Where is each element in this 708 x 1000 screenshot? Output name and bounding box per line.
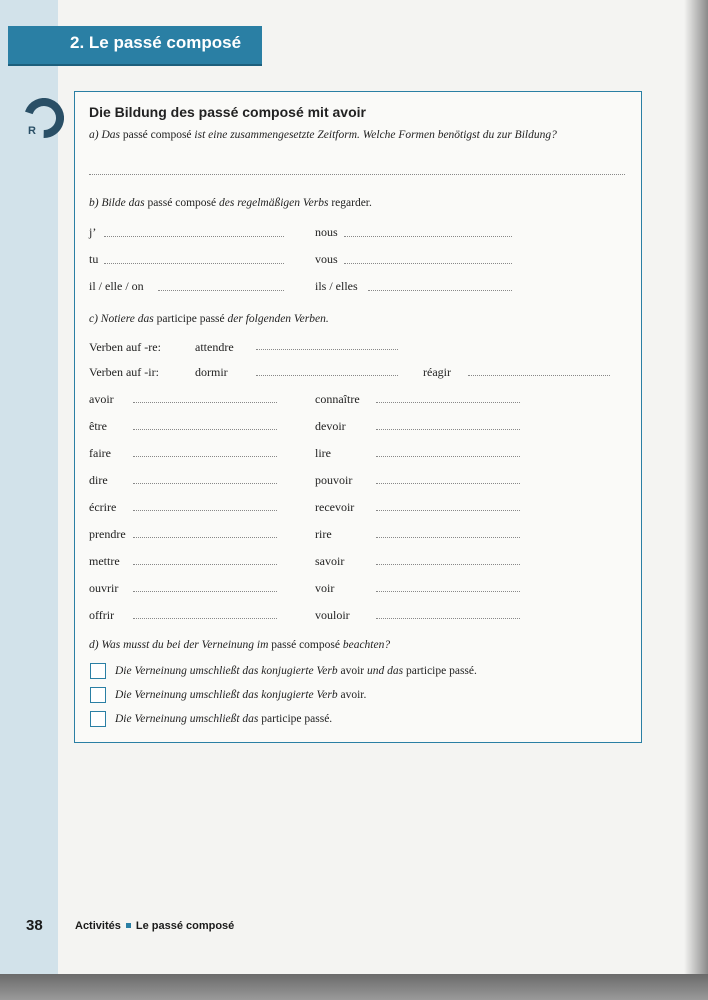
pronoun-tu: tu [89,252,99,266]
task-a-prompt: a) Das passé composé ist eine zusammengesetzte Zeitform. Welche Formen benötigst du zur Bildung? [89,129,557,141]
answer-line-il[interactable] [158,290,284,291]
answer-line-attendre[interactable] [256,349,398,350]
verb-dire: dire [89,473,108,487]
answer-line-etre[interactable] [133,429,277,430]
option-2-checkbox[interactable] [90,687,106,703]
exercise-title: Die Bildung des passé composé mit avoir [89,104,366,120]
answer-line-a[interactable] [89,174,625,175]
review-badge-letter: R [28,125,36,137]
verb-avoir: avoir [89,392,114,406]
answer-line-vous[interactable] [344,263,512,264]
answer-line-dire[interactable] [133,483,277,484]
chapter-title: 2. Le passé composé [70,33,242,52]
answer-line-vouloir[interactable] [376,618,520,619]
option-3-checkbox[interactable] [90,711,106,727]
answer-line-faire[interactable] [133,456,277,457]
verb-connaitre: connaître [315,392,360,406]
verb-vouloir: vouloir [315,608,350,622]
answer-line-prendre[interactable] [133,537,277,538]
answer-line-pouvoir[interactable] [376,483,520,484]
answer-line-savoir[interactable] [376,564,520,565]
option-1-label: Die Verneinung umschließt das konjugierte Verb avoir und das participe passé. [115,665,477,677]
verb-rire: rire [315,527,332,541]
task-b-prompt: b) Bilde das passé composé des regelmäßigen Verbs regarder. [89,197,372,209]
answer-line-ecrire[interactable] [133,510,277,511]
answer-line-voir[interactable] [376,591,520,592]
answer-line-recevoir[interactable] [376,510,520,511]
verb-recevoir: recevoir [315,500,355,514]
page-sidebar [0,0,58,1000]
verb-prendre: prendre [89,527,126,541]
pronoun-ils: ils / elles [315,279,358,293]
answer-line-je[interactable] [104,236,284,237]
answer-line-mettre[interactable] [133,564,277,565]
pronoun-il: il / elle / on [89,279,144,293]
task-d-prompt: d) Was musst du bei der Verneinung im passé composé beachten? [89,639,391,651]
footer-caption: Activités Le passé composé [75,920,235,932]
re-verbs-label: Verben auf -re: [89,340,161,354]
option-1-checkbox[interactable] [90,663,106,679]
answer-line-lire[interactable] [376,456,520,457]
verb-pouvoir: pouvoir [315,473,353,487]
option-3-label: Die Verneinung umschließt das participe passé. [115,713,333,725]
scan-bottom-edge [0,974,708,1000]
verb-offrir: offrir [89,608,115,622]
verb-faire: faire [89,446,111,460]
pronoun-je: j’ [89,225,97,239]
verb-dormir: dormir [195,365,228,379]
answer-line-avoir[interactable] [133,402,277,403]
answer-line-offrir[interactable] [133,618,277,619]
verb-devoir: devoir [315,419,346,433]
pronoun-nous: nous [315,225,338,239]
answer-line-rire[interactable] [376,537,520,538]
verb-savoir: savoir [315,554,345,568]
page-number: 38 [26,917,43,934]
verb-mettre: mettre [89,554,120,568]
answer-line-ils[interactable] [368,290,512,291]
answer-line-tu[interactable] [104,263,284,264]
task-c-prompt: c) Notiere das participe passé der folgenden Verben. [89,313,329,325]
answer-line-reagir[interactable] [468,375,610,376]
answer-line-connaitre[interactable] [376,402,520,403]
answer-line-dormir[interactable] [256,375,398,376]
answer-line-nous[interactable] [344,236,512,237]
answer-line-devoir[interactable] [376,429,520,430]
option-2-label: Die Verneinung umschließt das konjugierte Verb avoir. [115,689,367,701]
verb-ecrire: écrire [89,500,117,514]
verb-voir: voir [315,581,335,595]
bullet-square-icon [126,923,131,928]
answer-line-ouvrir[interactable] [133,591,277,592]
scan-shadow [684,0,708,1000]
ir-verbs-label: Verben auf -ir: [89,365,159,379]
verb-ouvrir: ouvrir [89,581,119,595]
verb-etre: être [89,419,107,433]
chapter-banner [8,26,262,64]
verb-lire: lire [315,446,331,460]
verb-reagir: réagir [423,365,451,379]
pronoun-vous: vous [315,252,338,266]
verb-attendre: attendre [195,340,234,354]
